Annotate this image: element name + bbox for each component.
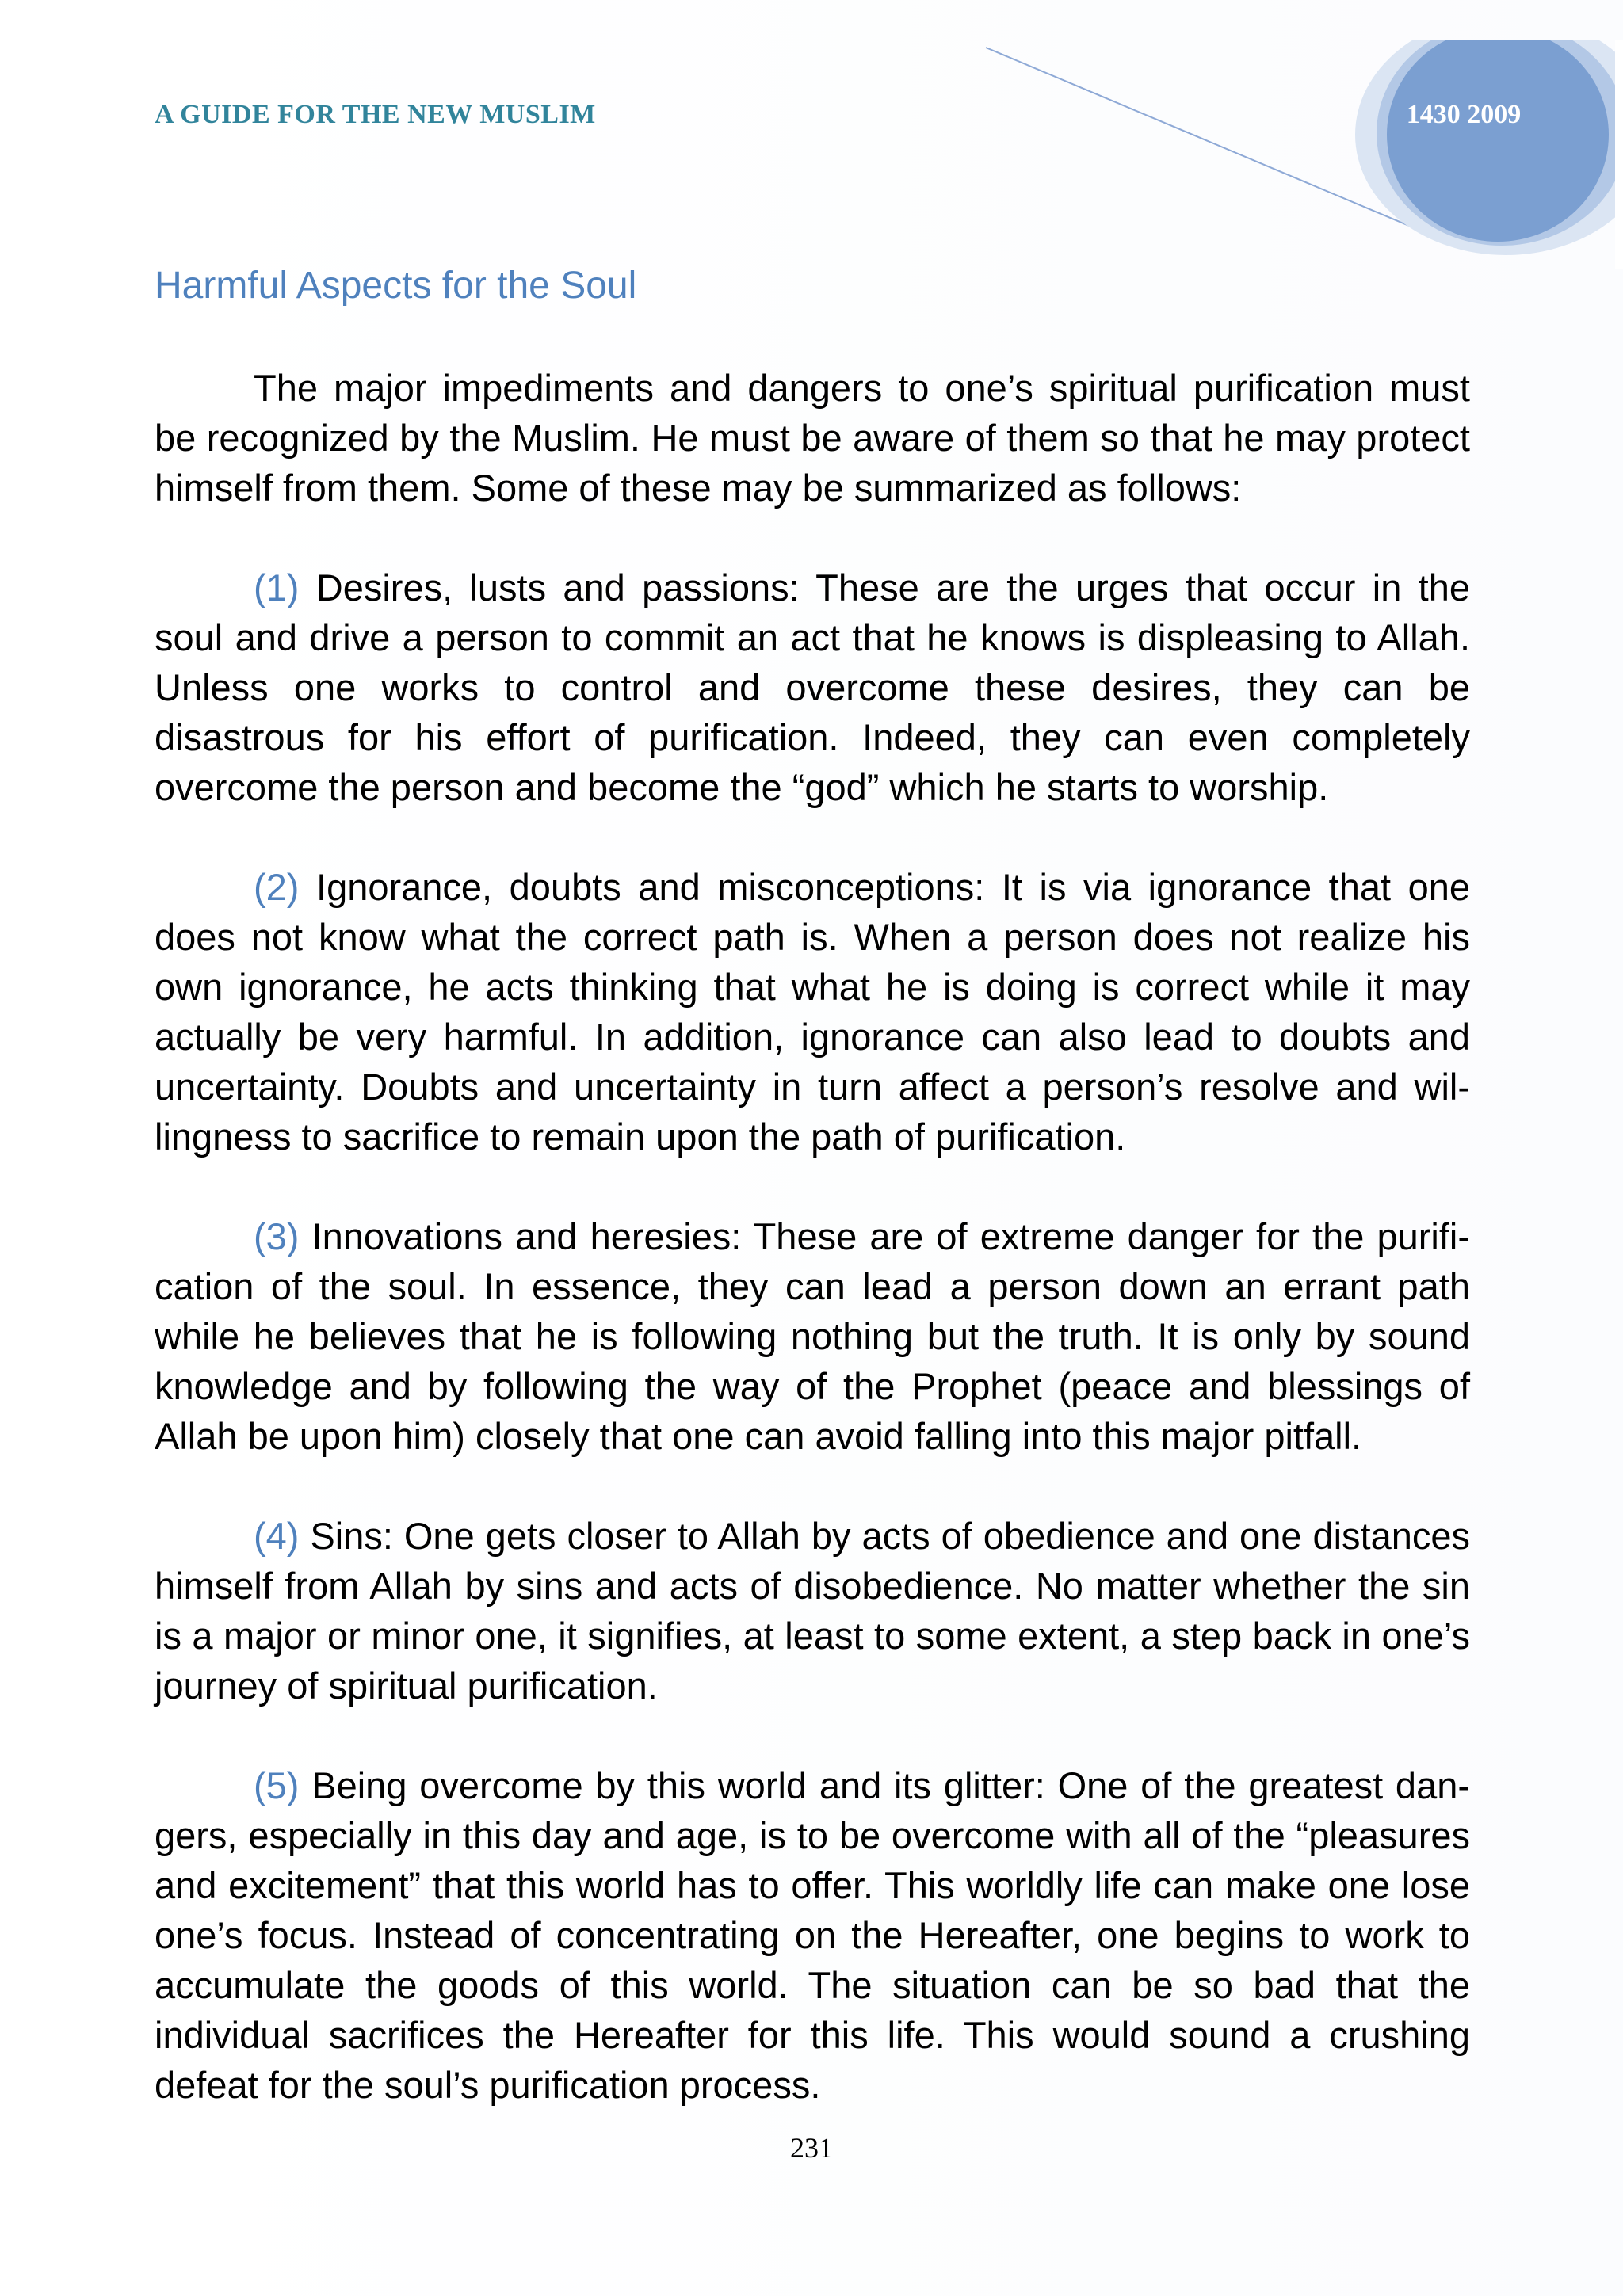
item-text: Sins: One gets closer to Allah by acts of obedience and one distances himself from Allah by sins and acts of disobedience. No matter whether the sin is a major or minor one, it signifies, at least to some extent, a step back in one’s journey of spiritual purification.	[155, 1515, 1470, 1707]
item-text: Desires, lusts and passions: These are the urges that occur in the soul and drive a person to commit an act that he knows is displeasing to Allah. Unless one works to control and overcome these desires, they can be disastrous for his effort of purification. Indeed, they can even completely overcome the person and become the “god” which he starts to worship.	[155, 566, 1470, 808]
list-item	[155, 1511, 1470, 1711]
item-number: (5)	[254, 1764, 300, 1806]
section-heading: Harmful Aspects for the Soul	[155, 265, 637, 307]
header-diagonal-line	[986, 48, 1419, 230]
item-text: Innovations and heresies: These are of extreme danger for the purification of the soul. In essence, they can lead a person down an errant path while he believes that he is following nothing but the truth. It is only by sound knowledge and by following the way of the Prophet (peace and blessings of Allah be upon him) closely that one can avoid falling into this major pitfall.	[155, 1215, 1471, 1457]
item-text: Ignorance, doubts and misconceptions: It is via ignorance that one does not know what the correct path is. When a person does not realize his own ignorance, he acts thinking that what he is doing is correct while it may actually be very harmful. In addition, ignorance can also lead to doubts and uncertainty. Doubts and uncertainty in turn affect a person’s resolve and willingness to sacrifice to remain upon the path of purification.	[155, 866, 1470, 1158]
list-item	[155, 862, 1470, 1161]
item-number: (1)	[254, 566, 300, 608]
list-item	[155, 1211, 1470, 1461]
item-text: Being overcome by this world and its glitter: One of the greatest dangers, especially in this day and age, is to be overcome with all of the “pleasures and excitement” that this world has to offer. This worldly life can make one lose one’s focus. Instead of concentrating on the Hereafter, one begins to work to accumulate the goods of this world. The situation can be so bad that the individual sacrifices the Hereafter for this life. This would sound a crushing defeat for the soul’s purification process.	[155, 1764, 1471, 2106]
page-number: 231	[790, 2132, 833, 2164]
item-number: (3)	[254, 1215, 300, 1257]
list-item	[155, 563, 1470, 812]
running-header-title: A GUIDE FOR THE NEW MUSLIM	[155, 100, 596, 129]
intro-paragraph: The major impediments and dangers to one’s spiritual purification must be recognized by the Muslim. He must be aware of them so that he may protect himself from them. Some of these may be summarized as follows:	[155, 367, 1470, 509]
list-item	[155, 1760, 1470, 2110]
year-badge: 1430 2009	[1406, 100, 1522, 129]
body-text	[155, 363, 1470, 2110]
item-number: (2)	[254, 866, 300, 908]
item-number: (4)	[254, 1515, 300, 1557]
header-decoration	[975, 40, 1623, 269]
